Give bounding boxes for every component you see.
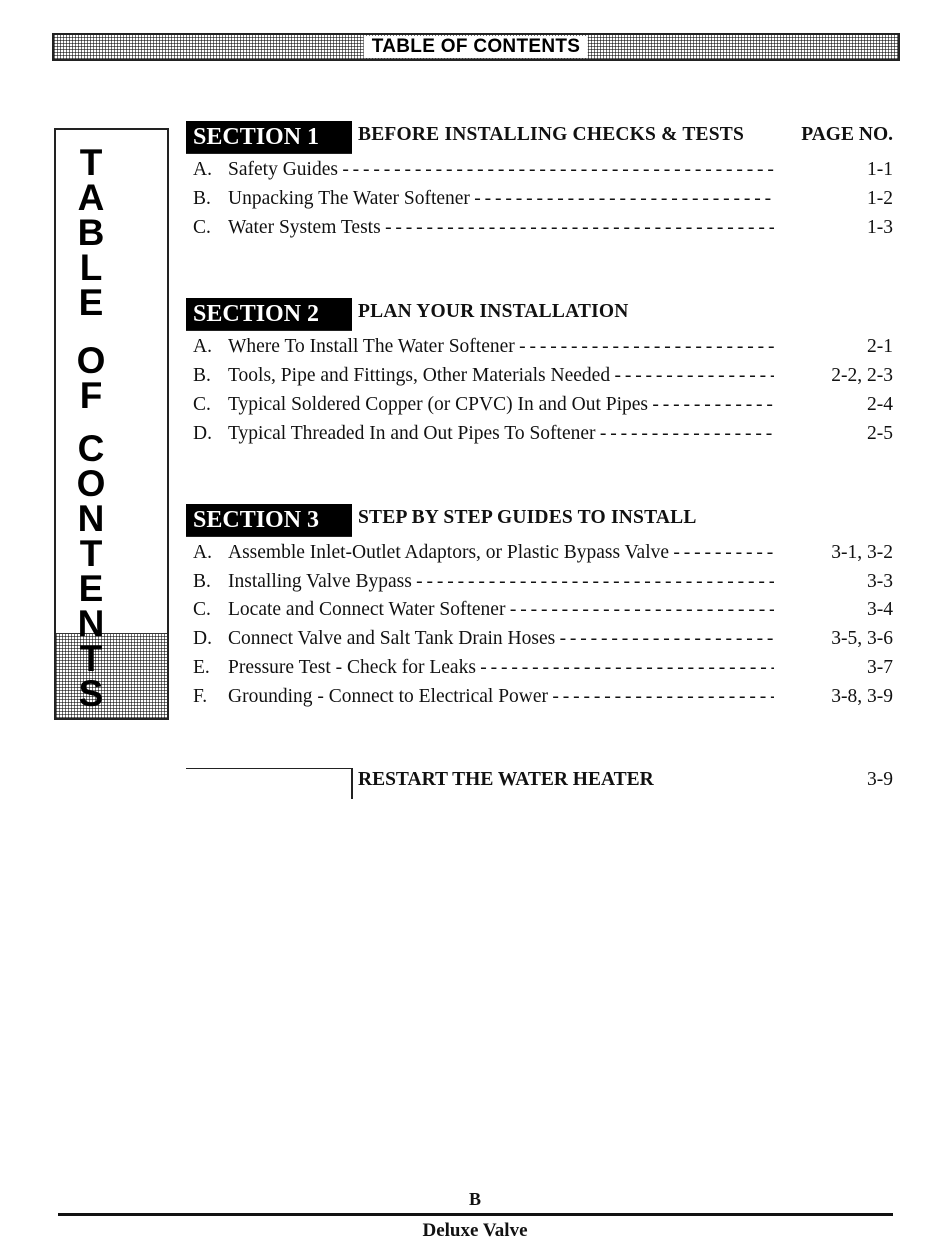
entry-page: 3-5, 3-6 <box>831 628 893 649</box>
vertical-letter: F <box>79 375 103 416</box>
entry-page: 2-1 <box>867 336 893 357</box>
entry-text: Pressure Test - Check for Leaks - - - <box>228 656 774 680</box>
entry-letter: A. <box>193 159 212 180</box>
vertical-letter: C <box>77 428 105 469</box>
entry-letter: A. <box>193 336 212 357</box>
restart-divider <box>351 768 353 799</box>
entry-letter: E. <box>193 657 210 678</box>
toc-entry[interactable] <box>193 627 893 651</box>
vertical-letter: O <box>76 463 106 504</box>
entry-letter: B. <box>193 188 211 209</box>
entry-text: Installing Valve Bypass - - - <box>228 570 774 594</box>
section-tag: SECTION 3 <box>186 504 352 536</box>
vertical-letter: S <box>78 673 104 714</box>
section-title: BEFORE INSTALLING CHECKS & TESTS <box>358 124 745 145</box>
entry-page: 1-3 <box>867 217 893 238</box>
entry-page: 1-2 <box>867 188 893 209</box>
entry-page: 3-1, 3-2 <box>831 542 893 563</box>
toc-entry[interactable] <box>193 364 893 388</box>
vertical-letter: L <box>79 247 103 288</box>
entry-text: Typical Soldered Copper (or CPVC) In and Out Pipes - - - <box>228 393 774 417</box>
page-header-title: TABLE OF CONTENTS <box>364 36 588 58</box>
entry-text: Unpacking The Water Softener - - - <box>228 187 774 211</box>
section-title: PLAN YOUR INSTALLATION <box>358 301 629 322</box>
toc-entry[interactable] <box>193 685 893 709</box>
page-no-header: PAGE NO. <box>801 124 893 145</box>
toc-entry[interactable] <box>193 656 893 680</box>
toc-entry[interactable] <box>193 216 893 240</box>
entry-letter: C. <box>193 394 211 415</box>
entry-letter: C. <box>193 217 211 238</box>
entry-text: Assemble Inlet-Outlet Adaptors, or Plastic Bypass Valve - - - <box>228 541 774 565</box>
footer-page-letter: B <box>468 1189 481 1209</box>
footer-title: Deluxe Valve <box>422 1220 528 1241</box>
section-underline <box>186 153 352 154</box>
footer-rule <box>58 1213 893 1216</box>
vertical-letter: O <box>76 340 106 381</box>
toc-entry[interactable] <box>193 158 893 182</box>
entry-page: 3-3 <box>867 571 893 592</box>
vertical-title-box <box>54 128 169 720</box>
entry-text: Connect Valve and Salt Tank Drain Hoses - - - <box>228 627 774 651</box>
toc-entry[interactable] <box>193 541 893 565</box>
vertical-letter: A <box>77 177 105 218</box>
toc-entry[interactable] <box>193 570 893 594</box>
entry-page: 3-8, 3-9 <box>831 686 893 707</box>
entry-text: Tools, Pipe and Fittings, Other Materials Needed - - - <box>228 364 774 388</box>
restart-page: 3-9 <box>867 769 893 790</box>
toc-entry[interactable] <box>193 335 893 359</box>
header-band <box>52 33 900 61</box>
entry-letter: D. <box>193 628 212 649</box>
restart-title[interactable]: RESTART THE WATER HEATER <box>358 769 654 790</box>
vertical-letter: E <box>78 568 104 609</box>
entry-text: Grounding - Connect to Electrical Power - - - <box>228 685 774 709</box>
vertical-letter: T <box>79 638 103 679</box>
entry-text: Locate and Connect Water Softener - - - <box>228 598 774 622</box>
entry-letter: A. <box>193 542 212 563</box>
toc-entry[interactable] <box>193 393 893 417</box>
vertical-letter: E <box>78 282 104 323</box>
vertical-letter: N <box>77 603 105 644</box>
entry-page: 1-1 <box>867 159 893 180</box>
entry-page: 3-4 <box>867 599 893 620</box>
vertical-letter: T <box>79 533 103 574</box>
restart-rule <box>186 768 352 769</box>
entry-text: Where To Install The Water Softener - - - <box>228 335 774 359</box>
section-tag: SECTION 2 <box>186 298 352 330</box>
entry-letter: C. <box>193 599 211 620</box>
entry-page: 2-2, 2-3 <box>831 365 893 386</box>
section-tag: SECTION 1 <box>186 121 352 153</box>
entry-letter: F. <box>193 686 208 707</box>
section-underline <box>186 330 352 331</box>
entry-text: Water System Tests - - - <box>228 216 774 240</box>
vertical-letter: B <box>77 212 105 253</box>
entry-letter: D. <box>193 423 212 444</box>
entry-page: 2-5 <box>867 423 893 444</box>
entry-letter: B. <box>193 365 211 386</box>
toc-entry[interactable] <box>193 598 893 622</box>
toc-entry[interactable] <box>193 422 893 446</box>
vertical-letter: T <box>79 142 103 183</box>
entry-page: 2-4 <box>867 394 893 415</box>
section-title: STEP BY STEP GUIDES TO INSTALL <box>358 507 697 528</box>
toc-entry[interactable] <box>193 187 893 211</box>
entry-letter: B. <box>193 571 211 592</box>
entry-text: Safety Guides - - - <box>228 158 774 182</box>
vertical-letter: N <box>77 498 105 539</box>
entry-text: Typical Threaded In and Out Pipes To Softener - - - <box>228 422 774 446</box>
entry-page: 3-7 <box>867 657 893 678</box>
section-underline <box>186 536 352 537</box>
